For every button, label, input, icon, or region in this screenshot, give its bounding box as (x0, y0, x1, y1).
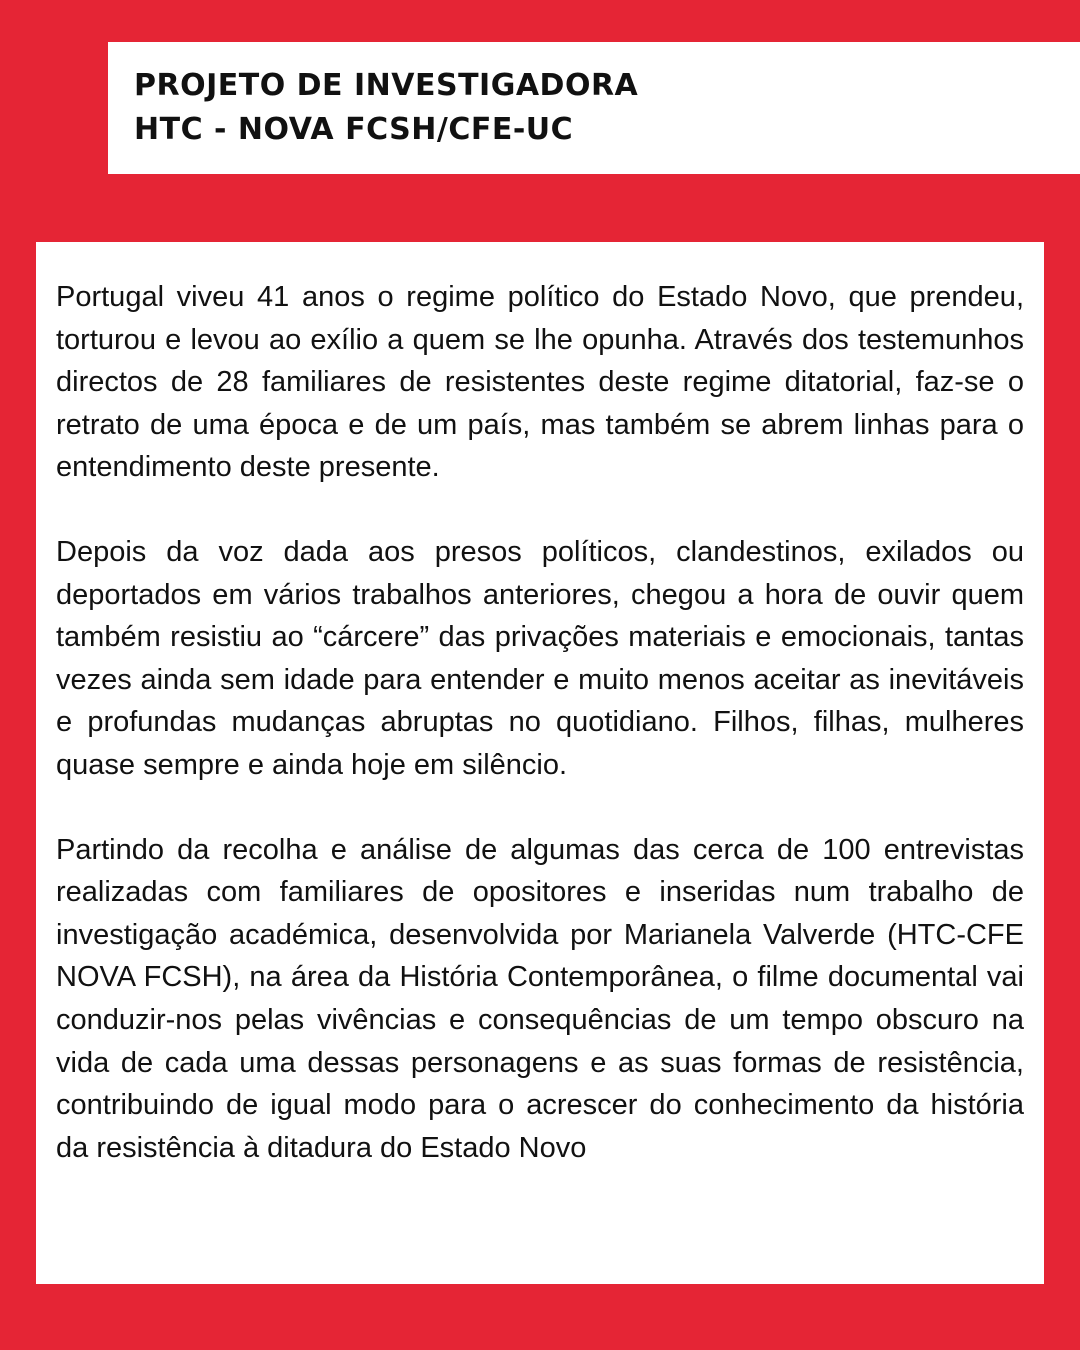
body-paragraph-1: Portugal viveu 41 anos o regime político do Estado Novo, que prendeu, torturou e levou ao exílio a quem se lhe opunha. Através dos testemunhos directos de 28 familiares de resistentes deste regime ditatorial, faz-se o retrato de uma época e de um país, mas também se abrem linhas para o entendimento deste presente. (56, 281, 1024, 484)
body-panel (36, 242, 1044, 1284)
header-panel (108, 42, 1080, 174)
body-paragraph-2: Depois da voz dada aos presos políticos, clandestinos, exilados ou deportados em vários trabalhos anteriores, chegou a hora de ouvir quem também resistiu ao “cárcere” das privações materiais e emocionais, tantas vezes ainda sem idade para entender e muito menos aceitar as inevitáveis e profundas mudanças abruptas no quotidiano. Filhos, filhas, mulheres quase sempre e ainda hoje em silêncio. (56, 535, 1024, 781)
body-paragraph-3: Partindo da recolha e análise de algumas das cerca de 100 entrevistas realizadas com familiares de opositores e inseridas num trabalho de investigação académica, desenvolvida por Marianela Valverde (HTC-CFE NOVA FCSH), na área da História Contemporânea, o filme documental vai conduzir-nos pelas vivências e consequências de um tempo obscuro na vida de cada uma dessas personagens e as suas formas de resistência, contribuindo de igual modo para o acrescer do conhecimento da história da resistência à ditadura do Estado Novo (56, 833, 1024, 1164)
header-title: PROJETO DE INVESTIGADORA (134, 68, 639, 103)
header-subtitle: HTC - NOVA FCSH/CFE-UC (134, 112, 574, 147)
